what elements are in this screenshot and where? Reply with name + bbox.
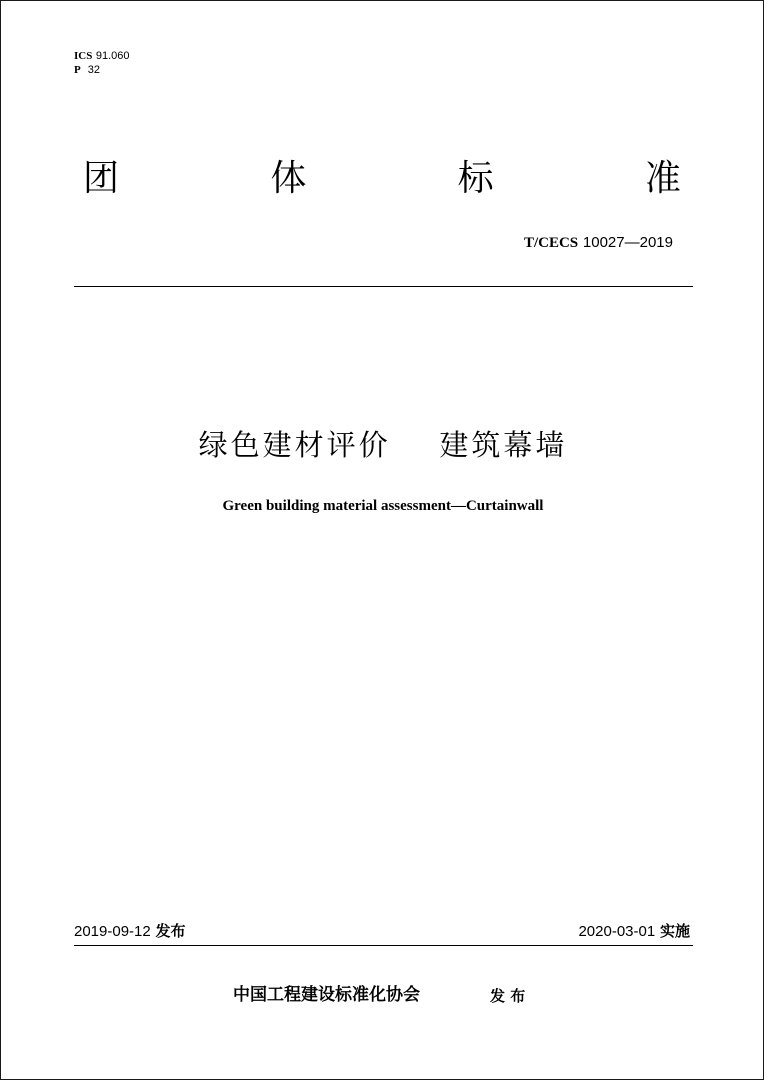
ccs-label: P — [74, 64, 81, 76]
standard-type-heading — [76, 156, 688, 202]
release-label: 发布 — [155, 922, 186, 940]
release-date-value: 2019-09-12 — [74, 923, 151, 940]
standard-type-char: 团 — [82, 158, 119, 199]
ics-label: ICS — [74, 50, 93, 62]
title-chinese: 绿色建材评价 建筑幕墙 — [198, 428, 568, 462]
effective-label: 实施 — [659, 922, 690, 940]
release-date — [74, 921, 186, 942]
ics-code: 91.060 — [95, 50, 130, 62]
standard-type-char: 标 — [457, 158, 494, 199]
standard-number-prefix: T/CECS — [523, 235, 579, 251]
header-divider — [74, 286, 693, 287]
ccs-line — [74, 63, 130, 77]
standard-number-value: 10027—2019 — [582, 234, 673, 251]
standard-number — [524, 232, 673, 253]
classification-codes — [74, 49, 130, 77]
standard-type-char: 体 — [270, 158, 307, 199]
effective-date — [578, 921, 690, 942]
footer-divider — [74, 945, 693, 946]
standard-type-char: 准 — [644, 158, 681, 199]
ics-line — [74, 49, 130, 63]
effective-date-value: 2020-03-01 — [578, 923, 656, 940]
publisher-action: 发 布 — [490, 987, 526, 1005]
title-english: Green building material assessment—Curtainwall — [222, 498, 544, 514]
ccs-code: 32 — [87, 64, 100, 76]
publisher-name: 中国工程建设标准化协会 — [233, 985, 420, 1005]
